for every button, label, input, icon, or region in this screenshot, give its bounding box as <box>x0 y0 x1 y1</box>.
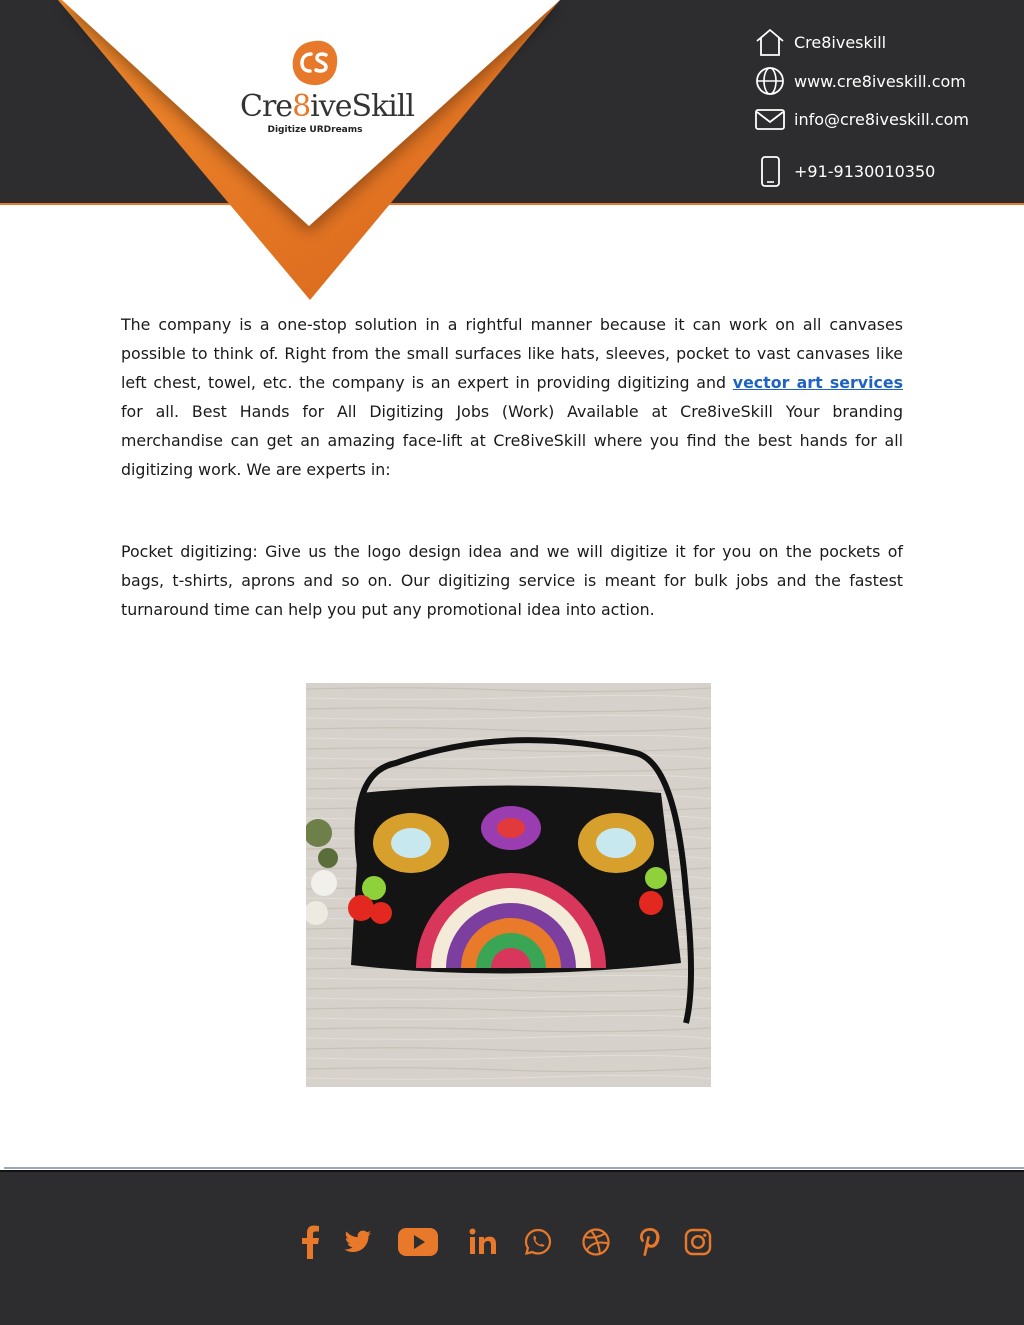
bag-illustration <box>306 683 711 1087</box>
contact-email-text: info@cre8iveskill.com <box>794 109 970 129</box>
footer-bar <box>0 1170 1024 1325</box>
pinterest-icon <box>637 1226 663 1258</box>
contact-company-text: Cre8iveskill <box>794 32 887 52</box>
contact-website-text: www.cre8iveskill.com <box>794 71 966 91</box>
phone-icon <box>754 155 786 187</box>
dribbble-link[interactable] <box>581 1222 611 1262</box>
brand-logo[interactable] <box>240 38 414 135</box>
twitter-link[interactable] <box>344 1222 372 1262</box>
instagram-icon <box>684 1228 712 1256</box>
mail-icon <box>754 103 786 135</box>
facebook-icon <box>300 1225 320 1259</box>
linkedin-link[interactable] <box>469 1222 497 1262</box>
logo-wordmark: Cre8iveSkill <box>240 89 414 124</box>
footer-divider <box>4 1167 1024 1169</box>
contact-company[interactable] <box>754 25 886 59</box>
intro-text-start: The company is a one-stop solution in a rightful manner because it can work on all canvases possible to think of. Right from the small surfaces like hats, sleeves, pocket to vast canvases like left chest, towel, etc. the company is an expert in providing digitizing and <box>121 315 903 392</box>
youtube-icon <box>398 1228 438 1256</box>
home-icon <box>754 26 786 58</box>
dribbble-icon <box>581 1227 611 1257</box>
intro-paragraph <box>121 310 903 484</box>
contact-phone-text: +91-9130010350 <box>794 161 936 181</box>
youtube-link[interactable] <box>398 1222 438 1262</box>
intro-text-end: for all. Best Hands for All Digitizing Jobs (Work) Available at Cre8iveSkill Your branding merchandise can get an amazing face-lift at Cre8iveSkill where you find the best hands for all digitizing work. We are experts in: <box>121 402 903 479</box>
twitter-icon <box>344 1230 372 1254</box>
logo-tagline: Digitize URDreams <box>267 125 363 135</box>
pocket-digitizing-paragraph: Pocket digitizing: Give us the logo design idea and we will digitize it for you on the pockets of bags, t-shirts, aprons and so on. Our digitizing service is meant for bulk jobs and the fastest turnaround time can help you put any promotional idea into action. <box>121 542 903 619</box>
contact-phone[interactable] <box>754 154 935 188</box>
pinterest-link[interactable] <box>637 1222 663 1262</box>
globe-icon <box>754 65 786 97</box>
whatsapp-icon <box>524 1228 552 1256</box>
linkedin-icon <box>469 1228 497 1256</box>
embroidered-bag-photo <box>306 683 711 1087</box>
vector-art-services-link[interactable]: vector art services <box>732 373 904 392</box>
instagram-link[interactable] <box>684 1222 712 1262</box>
contact-website[interactable] <box>754 64 966 98</box>
whatsapp-link[interactable] <box>524 1222 552 1262</box>
logo-mark-icon <box>289 38 341 88</box>
facebook-link[interactable] <box>300 1222 320 1262</box>
contact-email[interactable] <box>754 102 969 136</box>
